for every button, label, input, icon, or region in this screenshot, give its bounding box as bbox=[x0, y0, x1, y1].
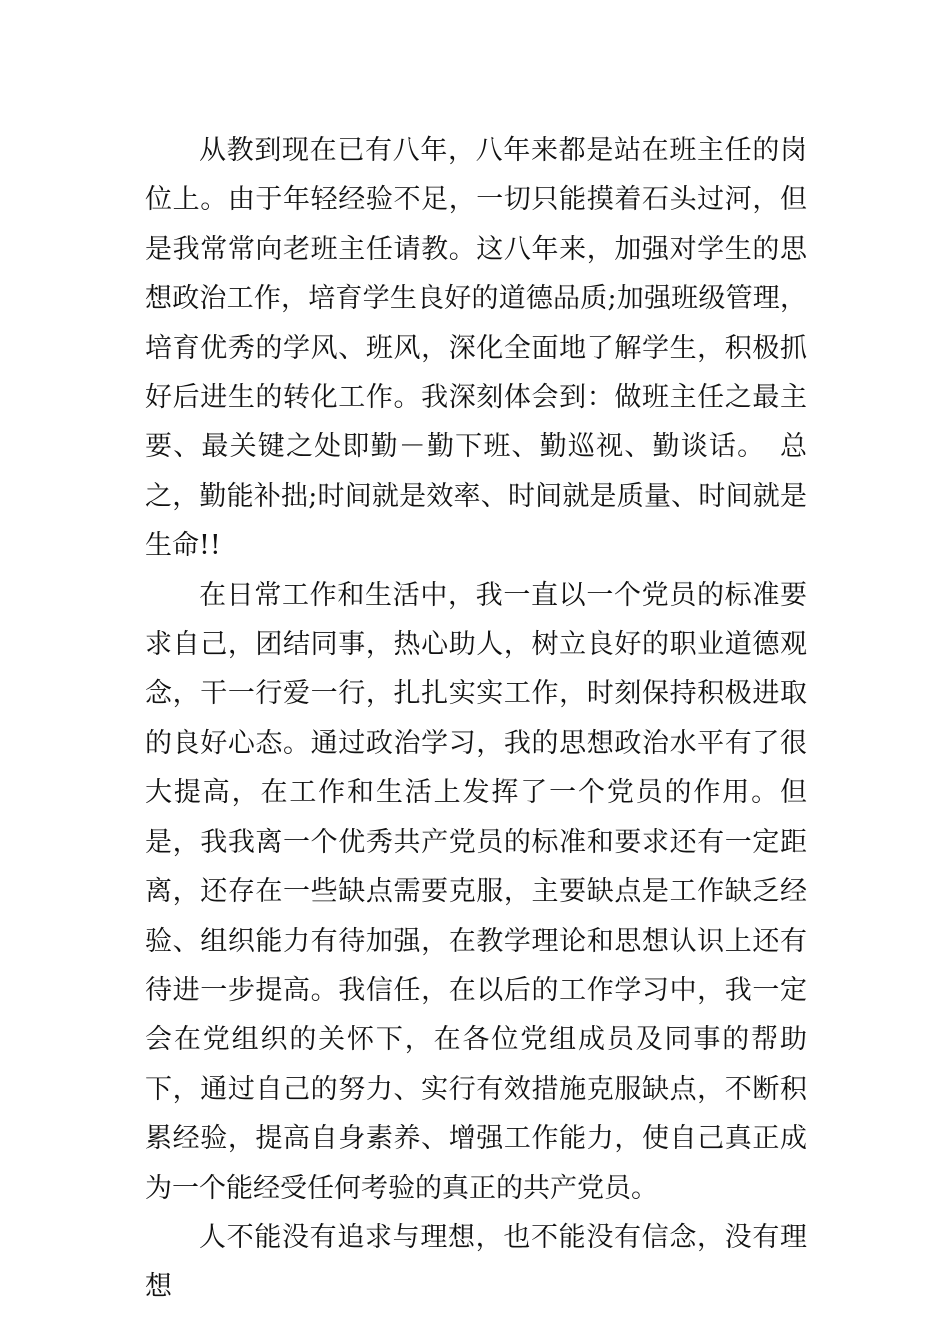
document-body bbox=[145, 126, 807, 1312]
paragraph-1: 从教到现在已有八年，八年来都是站在班主任的岗位上。由于年轻经验不足，一切只能摸着石头过河，但是我常常向老班主任请教。这八年来，加强对学生的思想政治工作，培育学生良好的道德品质;加强班级管理，培育优秀的学风、班风，深化全面地了解学生，积极抓好后进生的转化工作。我深刻体会到：做班主任之最主要、最关键之处即勤－勤下班、勤巡视、勤谈话。 总之，勤能补拙;时间就是效率、时间就是质量、时间就是生命!! bbox=[145, 135, 807, 562]
paragraph-2: 在日常工作和生活中，我一直以一个党员的标准要求自己，团结同事，热心助人，树立良好的职业道德观念，干一行爱一行，扎扎实实工作，时刻保持积极进取的良好心态。通过政治学习，我的思想政治水平有了很大提高，在工作和生活上发挥了一个党员的作用。但是，我我离一个优秀共产党员的标准和要求还有一定距离，还存在一些缺点需要克服，主要缺点是工作缺乏经验、组织能力有待加强，在教学理论和思想认识上还有待进一步提高。我信任，在以后的工作学习中，我一定会在党组织的关怀下，在各位党组成员及同事的帮助下，通过自己的努力、实行有效措施克服缺点，不断积累经验，提高自身素养、增强工作能力，使自己真正成为一个能经受任何考验的真正的共产党员。 bbox=[145, 579, 807, 1204]
paragraph-3: 人不能没有追求与理想，也不能没有信念，没有理想 bbox=[145, 1221, 807, 1303]
